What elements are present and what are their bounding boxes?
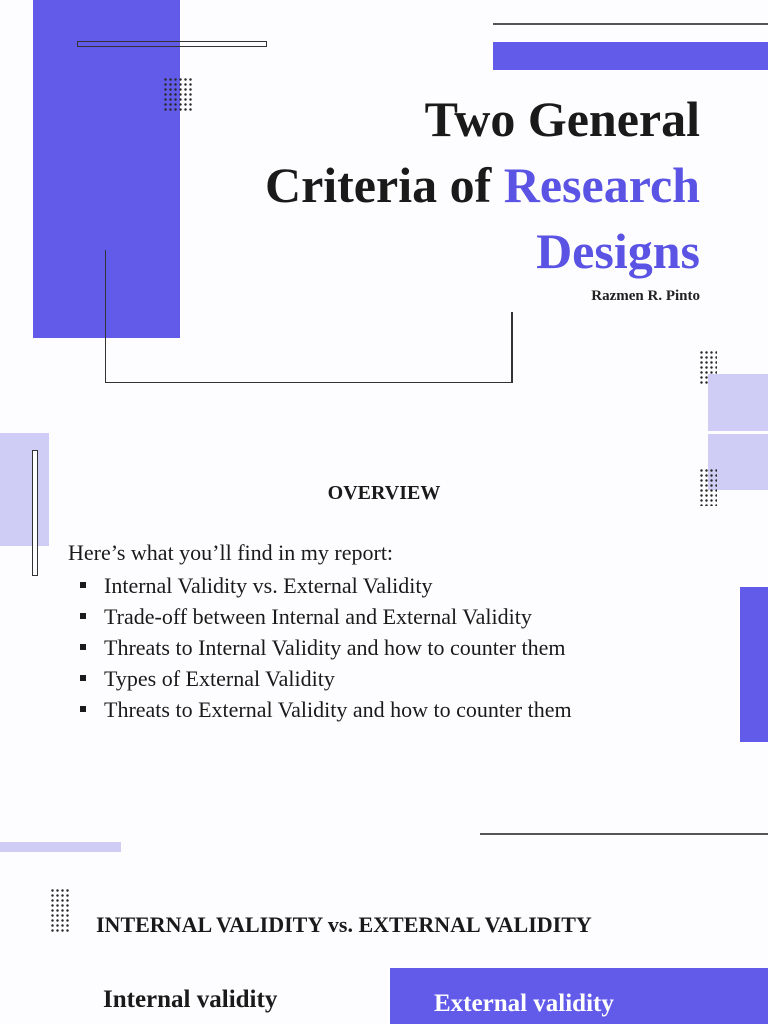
- external-validity-label: External validity: [434, 990, 614, 1017]
- right-lavender-block-1: [708, 374, 768, 431]
- overview-heading: OVERVIEW: [327, 482, 441, 504]
- page-title: [180, 86, 700, 284]
- mid-right-rule: [480, 833, 768, 835]
- thin-outline-bar: [77, 41, 267, 47]
- internal-validity-label: Internal validity: [103, 986, 278, 1013]
- title-line-2-accent: Research: [503, 157, 700, 213]
- list-item: Trade-off between Internal and External Validity: [80, 601, 572, 632]
- left-outline-bar: [32, 450, 38, 576]
- dot-grid-bottom-left: [50, 888, 70, 932]
- list-item: Threats to External Validity and how to counter them: [80, 694, 572, 725]
- title-line-1: Two General: [424, 91, 700, 147]
- bullet-icon: [80, 675, 86, 681]
- title-line-2: [180, 152, 700, 218]
- right-purple-block: [740, 587, 768, 742]
- section-heading: INTERNAL VALIDITY vs. EXTERNAL VALIDITY: [96, 912, 592, 937]
- top-right-purple-bar: [493, 42, 768, 70]
- bullet-icon: [80, 644, 86, 650]
- list-item: Internal Validity vs. External Validity: [80, 570, 572, 601]
- bullet-icon: [80, 706, 86, 712]
- list-item: Types of External Validity: [80, 663, 572, 694]
- author-name: Razmen R. Pinto: [591, 288, 700, 304]
- title-line-2-prefix: Criteria of: [264, 157, 492, 213]
- top-right-rule: [493, 23, 768, 25]
- title-line-3: Designs: [536, 223, 700, 279]
- list-item: Threats to Internal Validity and how to counter them: [80, 632, 572, 663]
- mid-left-lavender-bar: [0, 842, 121, 852]
- overview-intro: Here’s what you’ll find in my report:: [68, 540, 394, 565]
- bullet-icon: [80, 582, 86, 588]
- bullet-icon: [80, 613, 86, 619]
- overview-list: [80, 570, 572, 725]
- title-frame-right-edge: [511, 312, 513, 383]
